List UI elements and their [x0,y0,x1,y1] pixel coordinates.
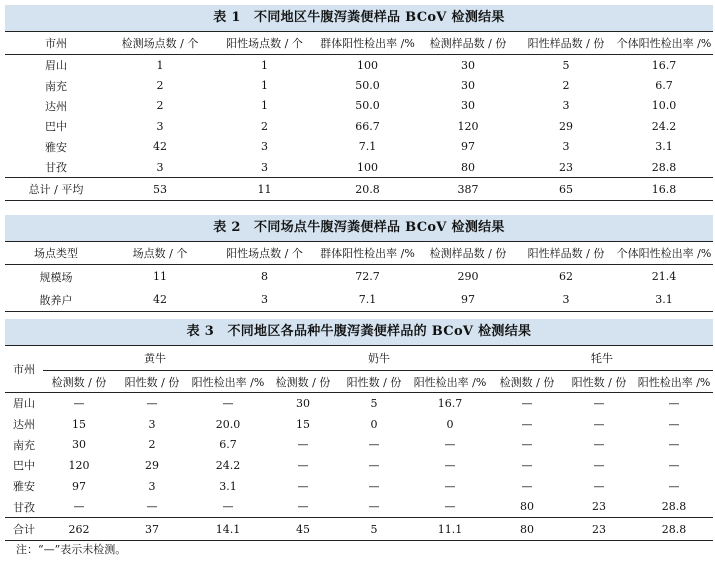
table-cell: 66.7 [355,119,380,133]
table-cell: 28.8 [651,160,677,174]
table-cell: 30 [296,396,311,410]
table-cell: — [444,479,456,493]
table-cell: 7.1 [316,288,419,312]
column-header: 阳性检出率 /% [635,371,713,393]
table-cell: 24.2 [651,119,677,133]
table-cell: — [73,500,85,514]
table-cell: 甘孜 [13,500,35,514]
table-cell: — [521,458,533,472]
table-1-grid [5,31,713,201]
table-row [5,434,713,455]
table-1-header-row [5,32,713,55]
table-cell: — [368,438,380,452]
table-3-title: 表 3 不同地区各品种牛腹泻粪便样品的 BCoV 检测结果 [5,319,713,345]
column-header: 场点类型 [5,242,107,265]
table-cell: 100 [357,160,378,174]
table-cell: 53 [107,178,213,201]
column-header: 个体阳性检出率 /% [615,242,713,265]
table-row [5,288,713,312]
table-cell: 5 [562,58,570,72]
table-3 [5,319,713,541]
table-row [5,137,713,157]
table-cell: 72.7 [355,270,380,283]
table-1-title: 表 1 不同地区牛腹泻粪便样品 BCoV 检测结果 [5,5,713,31]
table-cell: 42 [107,288,213,312]
column-header: 检测数 / 份 [491,371,563,393]
table-cell: 2 [156,79,164,93]
column-header: 阳性检出率 /% [189,371,267,393]
column-header: 阳性样品数 / 份 [517,242,615,265]
table-cell: 29 [559,119,573,133]
table-cell: 11 [213,178,316,201]
table-row [5,265,713,289]
table-cell: 80 [520,500,535,514]
table-cell: — [593,396,605,410]
table-cell: 巴中 [13,459,35,473]
table-note: 注：“—”表示未检测。 [16,543,127,556]
table-cell: 3 [213,288,316,312]
table-cell: — [73,396,85,410]
table-cell: — [368,479,380,493]
group-header: 牦牛 [491,346,713,371]
table-cell: — [444,500,456,514]
table-cell: 37 [115,518,189,541]
column-header: 阳性检出率 /% [409,371,491,393]
table-cell: — [146,500,158,514]
table-cell: 10.0 [651,99,677,113]
table-cell: 62 [559,270,573,283]
table-cell: 42 [153,140,167,154]
table-cell: 雅安 [45,140,67,154]
table-cell: 97 [461,140,475,154]
table-cell: 97 [72,479,86,493]
table-cell: — [593,458,605,472]
table-cell: — [593,438,605,452]
table-cell: — [521,396,533,410]
table-cell: 3.1 [655,140,673,154]
table-cell: 0 [370,417,378,431]
table-cell: — [668,417,680,431]
table-cell: 14.1 [189,518,267,541]
table-cell: 2 [148,438,156,452]
column-header: 检测数 / 份 [267,371,339,393]
table-row [5,455,713,476]
table-3-group-row [5,346,713,371]
table-1 [5,5,713,201]
table-cell: 3 [156,160,164,174]
table-cell: 达州 [45,99,67,113]
column-header: 阳性数 / 份 [339,371,409,393]
table-cell: 3 [261,140,268,154]
column-header: 检测场点数 / 个 [107,32,213,55]
column-header: 场点数 / 个 [107,242,213,265]
table-cell: 11 [153,270,167,283]
table-cell: 23 [559,160,573,174]
table-cell: 120 [68,458,90,472]
table-cell: 3 [148,417,156,431]
table-cell: 6.7 [655,79,673,93]
table-cell: 387 [419,178,517,201]
table-cell: — [593,479,605,493]
table-cell: 23 [563,518,635,541]
table-cell: — [297,500,309,514]
table-cell: 20.0 [215,417,241,431]
table-cell: — [368,500,380,514]
table-cell: 16.8 [615,178,713,201]
table-cell: 总计 / 平均 [5,178,107,201]
table-cell: 11.1 [409,518,491,541]
table-cell: 雅安 [13,480,35,494]
table-cell: 30 [461,79,475,93]
table-row [5,476,713,497]
column-header: 检测数 / 份 [43,371,115,393]
table-cell: 30 [72,438,86,452]
table-row [5,116,713,136]
table-cell: 80 [491,518,563,541]
table-cell: 合计 [5,518,43,541]
table-cell: 3 [261,160,268,174]
table-cell: 3 [156,119,164,133]
column-header: 阳性数 / 份 [115,371,189,393]
table-row [5,75,713,95]
table-2-header-row [5,242,713,265]
column-header: 检测样品数 / 份 [419,32,517,55]
group-header: 黄牛 [43,346,267,371]
table-cell: 15 [72,417,86,431]
table-cell: — [444,438,456,452]
table-cell: 达州 [13,418,35,432]
table-cell: 29 [145,458,159,472]
table-cell: 3.1 [615,288,713,312]
table-cell: 28.8 [661,500,687,514]
table-total-row [5,178,713,201]
column-header: 检测样品数 / 份 [419,242,517,265]
table-cell: 30 [461,58,475,72]
table-cell: 7.1 [358,140,377,154]
table-cell: 1 [261,99,268,113]
table-cell: — [668,458,680,472]
table-cell: 23 [592,500,607,514]
table-cell: — [668,438,680,452]
column-header: 阳性样品数 / 份 [517,32,615,55]
column-header: 市州 [5,32,107,55]
table-cell: 2 [261,119,268,133]
table-cell: 16.7 [437,396,463,410]
table-3-grid [5,345,713,541]
table-cell: — [668,396,680,410]
column-header: 市州 [5,346,43,393]
table-row [5,414,713,435]
table-2 [5,215,713,312]
table-cell: — [521,417,533,431]
table-row [5,157,713,178]
table-cell: 5 [339,518,409,541]
table-cell: — [368,458,380,472]
table-row [5,393,713,414]
table-cell: — [668,479,680,493]
column-header: 阳性数 / 份 [563,371,635,393]
table-cell: 120 [457,119,479,133]
table-cell: 眉山 [13,397,35,411]
table-cell: — [222,500,234,514]
table-cell: — [222,396,234,410]
table-cell: 眉山 [45,59,67,73]
table-cell: 20.8 [316,178,419,201]
table-cell: 3.1 [219,479,237,493]
table-cell: 2 [156,99,164,113]
table-cell: 3 [517,288,615,312]
table-cell: 5 [370,396,378,410]
table-cell: — [444,458,456,472]
column-header: 群体阳性检出率 /% [316,32,419,55]
table-total-row [5,518,713,541]
table-row [5,496,713,517]
table-cell: — [521,438,533,452]
table-cell: 6.7 [219,438,237,452]
table-3-subheader-row [5,371,713,393]
table-cell: 30 [461,99,475,113]
table-cell: 1 [156,58,164,72]
table-cell: 262 [43,518,115,541]
table-cell: 0 [446,417,454,431]
table-cell: 巴中 [45,120,67,134]
table-cell: — [297,458,309,472]
table-cell: 散养户 [5,288,107,312]
table-cell: 28.8 [635,518,713,541]
table-cell: 1 [261,58,268,72]
table-cell: 3 [562,99,570,113]
table-cell: 97 [419,288,517,312]
column-header: 群体阳性检出率 /% [316,242,419,265]
table-cell: — [146,396,158,410]
table-cell: 50.0 [355,79,380,93]
table-row [5,96,713,116]
table-cell: 南充 [45,79,67,93]
table-cell: 24.2 [215,458,241,472]
table-cell: 21.4 [651,270,677,283]
table-2-grid [5,241,713,312]
group-header: 奶牛 [267,346,491,371]
table-cell: 8 [261,270,268,283]
table-cell: 3 [562,140,570,154]
table-cell: — [297,479,309,493]
table-cell: 290 [457,270,479,283]
table-cell: — [521,479,533,493]
table-cell: 3 [148,479,156,493]
table-cell: 2 [562,79,570,93]
table-row [5,55,713,76]
table-cell: 规模场 [39,270,73,284]
table-cell: 50.0 [355,99,380,113]
table-cell: 16.7 [651,58,677,72]
column-header: 阳性场点数 / 个 [213,32,316,55]
table-cell: 南充 [13,438,35,452]
table-cell: 甘孜 [45,161,67,175]
table-cell: — [593,417,605,431]
table-cell: 1 [261,79,268,93]
table-cell: 100 [357,58,378,72]
table-cell: 80 [461,160,475,174]
table-cell: 45 [267,518,339,541]
table-cell: 65 [517,178,615,201]
table-cell: — [297,438,309,452]
column-header: 阳性场点数 / 个 [213,242,316,265]
table-2-title: 表 2 不同场点牛腹泻粪便样品 BCoV 检测结果 [5,215,713,241]
column-header: 个体阳性检出率 /% [615,32,713,55]
table-cell: 15 [296,417,311,431]
